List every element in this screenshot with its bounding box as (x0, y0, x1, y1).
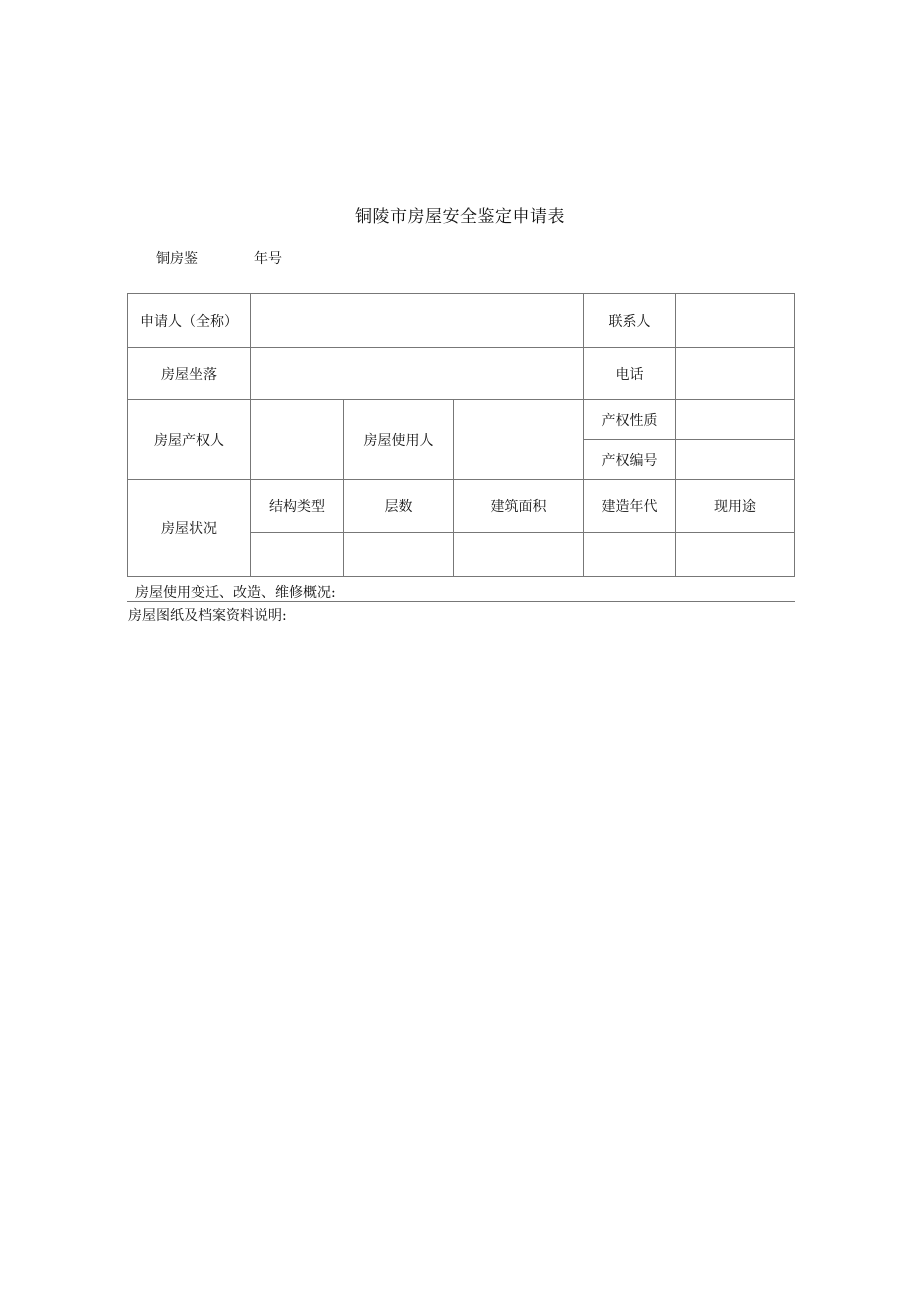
property-nature-field[interactable] (676, 400, 795, 440)
application-form-table (127, 293, 795, 577)
divider-line (127, 601, 795, 602)
contact-label: 联系人 (584, 294, 676, 348)
building-area-field[interactable] (454, 533, 584, 577)
structure-type-header: 结构类型 (251, 480, 344, 533)
construction-year-header: 建造年代 (584, 480, 676, 533)
status-label: 房屋状况 (128, 480, 251, 577)
usage-changes-note: 房屋使用变迁、改造、维修概况: (135, 585, 336, 601)
location-field[interactable] (251, 348, 584, 400)
contact-field[interactable] (676, 294, 795, 348)
user-field[interactable] (454, 400, 584, 480)
property-number-field[interactable] (676, 440, 795, 480)
structure-type-field[interactable] (251, 533, 344, 577)
drawings-note: 房屋图纸及档案资料说明: (128, 608, 287, 624)
phone-label: 电话 (584, 348, 676, 400)
current-use-header: 现用途 (676, 480, 795, 533)
owner-label: 房屋产权人 (128, 400, 251, 480)
applicant-label: 申请人（全称） (128, 294, 251, 348)
current-use-field[interactable] (676, 533, 795, 577)
floors-field[interactable] (344, 533, 454, 577)
building-area-header: 建筑面积 (454, 480, 584, 533)
location-label: 房屋坐落 (128, 348, 251, 400)
form-title: 铜陵市房屋安全鉴定申请表 (355, 207, 565, 227)
phone-field[interactable] (676, 348, 795, 400)
user-label: 房屋使用人 (344, 400, 454, 480)
doc-number-prefix: 铜房鉴 (156, 251, 198, 267)
owner-field[interactable] (251, 400, 344, 480)
property-number-label: 产权编号 (584, 440, 676, 480)
construction-year-field[interactable] (584, 533, 676, 577)
applicant-field[interactable] (251, 294, 584, 348)
doc-number-suffix: 年号 (254, 251, 282, 267)
floors-header: 层数 (344, 480, 454, 533)
property-nature-label: 产权性质 (584, 400, 676, 440)
